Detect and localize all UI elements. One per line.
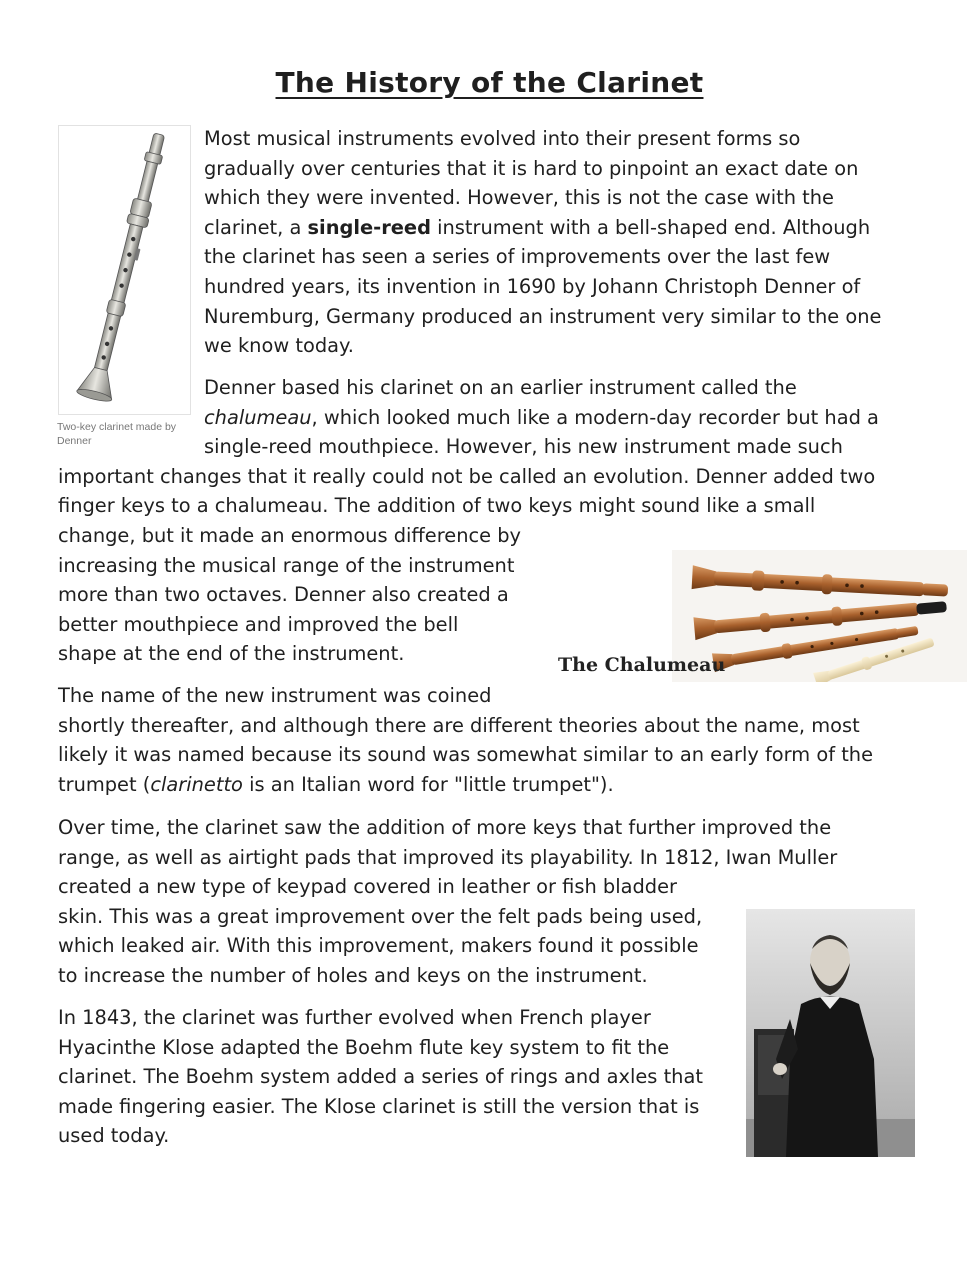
text-line: clarinet. The Boehm system added a series of rings and axles that xyxy=(58,1065,703,1089)
text-line: finger keys to a chalumeau. The addition of two keys might sound like a small xyxy=(58,494,816,518)
paragraph-3 xyxy=(58,681,921,799)
denner-caption: Two-key clarinet made by Denner xyxy=(57,421,177,447)
text-line: to increase the number of holes and keys on the instrument. xyxy=(58,963,648,987)
bold-term: single-reed xyxy=(307,215,431,239)
text-line: which they were invented. However, this is not the case with the xyxy=(204,186,834,210)
text-line: single-reed mouthpiece. However, his new instrument made such xyxy=(204,435,843,459)
text-line: Over time, the clarinet saw the addition of more keys that further improved the xyxy=(58,816,832,839)
paragraph-1 xyxy=(58,124,921,361)
text-line: increasing the musical range of the instrument xyxy=(58,553,515,577)
italic-term: clarinetto xyxy=(150,772,243,796)
text-line: important changes that it really could not be called an evolution. Denner added two xyxy=(58,464,876,488)
text-line: Most musical instruments evolved into their present forms so xyxy=(204,127,801,150)
text-line: the clarinet has seen a series of improvements over the last few xyxy=(204,245,831,269)
text-line: we know today. xyxy=(204,334,354,358)
text-line: skin. This was a great improvement over the felt pads being used, xyxy=(58,904,703,928)
text-line: In 1843, the clarinet was further evolved when French player xyxy=(58,1006,651,1029)
text-line: Denner based his clarinet on an earlier instrument called the xyxy=(204,376,797,399)
text-line: change, but it made an enormous difference by xyxy=(58,523,522,547)
text-line: better mouthpiece and improved the bell xyxy=(58,612,459,636)
italic-term: chalumeau xyxy=(204,405,312,429)
text-line: shortly thereafter, and although there are different theories about the name, most xyxy=(58,713,860,737)
text-line: used today. xyxy=(58,1124,170,1148)
text-line: Nuremburg, Germany produced an instrument very similar to the one xyxy=(204,304,882,328)
paragraph-5 xyxy=(58,1003,921,1151)
page-title: The History of the Clarinet xyxy=(275,66,704,99)
text-line: likely it was named because its sound was somewhat similar to an early form of the xyxy=(58,743,874,767)
text-line: which leaked air. With this improvement, makers found it possible xyxy=(58,934,699,958)
text-line: gradually over centuries that it is hard to pinpoint an exact date on xyxy=(204,156,859,180)
text-line: created a new type of keypad covered in leather or fish bladder xyxy=(58,875,677,899)
text-line: clarinet, a single-reed instrument with a bell-shaped end. Although xyxy=(204,215,871,239)
text-line: Hyacinthe Klose adapted the Boehm flute key system to fit the xyxy=(58,1035,670,1059)
text-line: The name of the new instrument was coined xyxy=(58,684,492,707)
text-line: hundred years, its invention in 1690 by Johann Christoph Denner of xyxy=(204,274,861,298)
text-line: chalumeau, which looked much like a modern-day recorder but had a xyxy=(204,405,879,429)
text-line: trumpet (clarinetto is an Italian word for "little trumpet"). xyxy=(58,772,614,796)
text-line: shape at the end of the instrument. xyxy=(58,642,405,666)
text-line: made fingering easier. The Klose clarinet is still the version that is xyxy=(58,1094,700,1118)
text-line: range, as well as airtight pads that improved its playability. In 1812, Iwan Muller xyxy=(58,845,838,869)
text-line: more than two octaves. Denner also created a xyxy=(58,583,509,607)
chalumeau-caption: The Chalumeau xyxy=(558,654,726,676)
